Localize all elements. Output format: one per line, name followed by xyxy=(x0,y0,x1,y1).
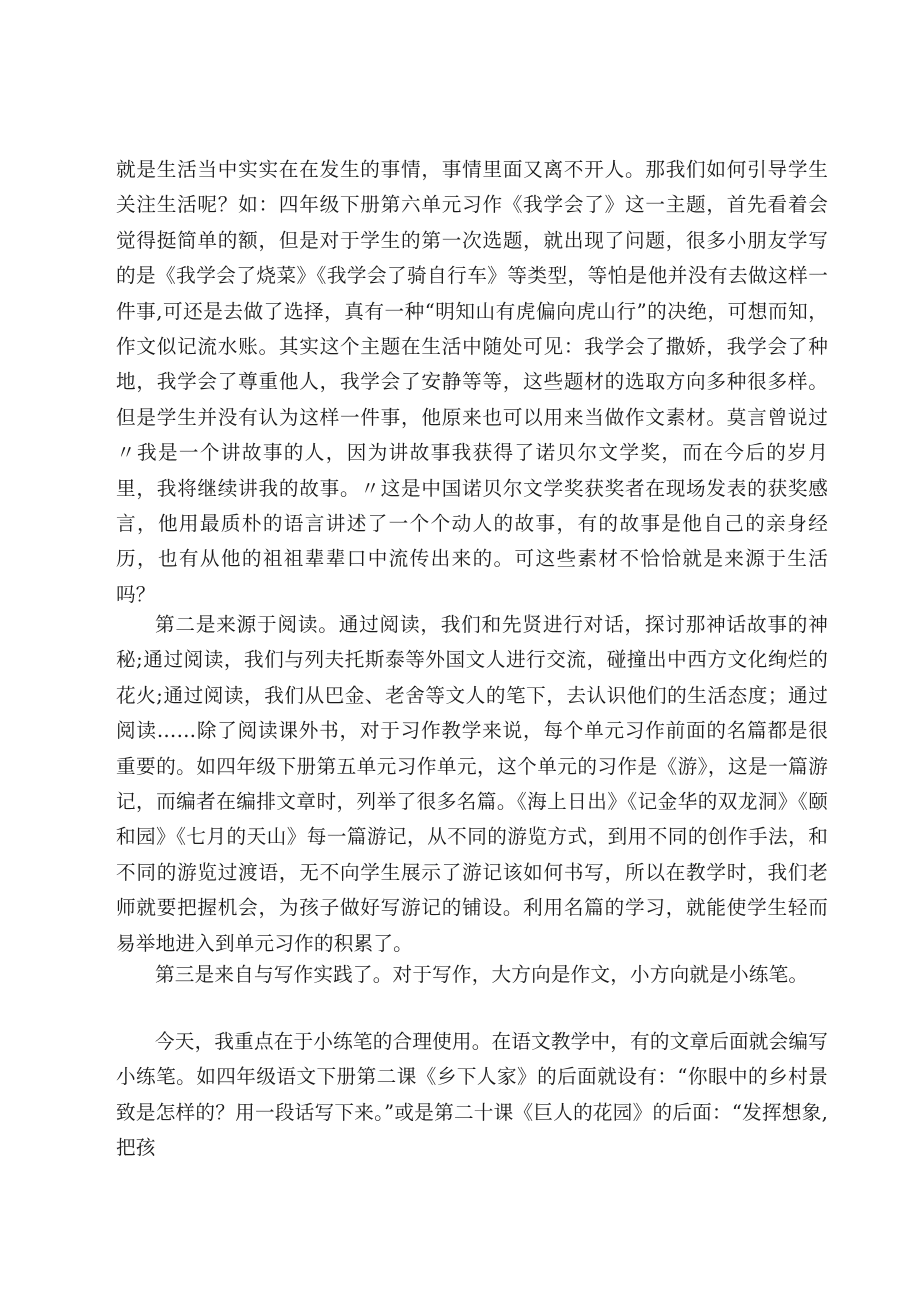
paragraph-reading-source: 第二是来源于阅读。通过阅读，我们和先贤进行对话，探讨那神话故事的神秘;通过阅读，我们与列夫托斯泰等外国文人进行交流，碰撞出中西方文化绚烂的花火;通过阅读，我们从巴金、老舍等文人的笔下，去认识他们的生活态度；通过阅读……除了阅读课外书，对于习作教学来说，每个单元习作前面的名篇都是很重要的。如四年级下册第五单元习作单元，这个单元的习作是《游》，这是一篇游记，而编者在编排文章时，列举了很多名篇。《海上日出》《记金华的双龙洞》《颐和园》《七月的天山》每一篇游记，从不同的游览方式，到用不同的创作手法，和不同的游览过渡语，无不向学生展示了游记该如何书写，所以在教学时，我们老师就要把握机会，为孩子做好写游记的铺设。利用名篇的学习，就能使学生轻而易举地进入到单元习作的积累了。 xyxy=(116,613,828,955)
paragraph-small-exercise: 今天，我重点在于小练笔的合理使用。在语文教学中，有的文章后面就会编写小练笔。如四年级语文下册第二课《乡下人家》的后面就设有：“你眼中的乡村景致是怎样的？用一段话写下来。”或是第二十课《巨人的花园》的后面：“发挥想象,把孩 xyxy=(116,1030,828,1160)
paragraph-life-source: 就是生活当中实实在在发生的事情，事情里面又离不开人。那我们如何引导学生关注生活呢？如：四年级下册第六单元习作《我学会了》这一主题，首先看着会觉得挺简单的额，但是对于学生的第一次选题，就出现了问题，很多小朋友学写的是《我学会了烧菜》《我学会了骑自行车》等类型，等怕是他并没有去做这样一件事,可还是去做了选择，真有一种“明知山有虎偏向虎山行”的决绝，可想而知，作文似记流水账。其实这个主题在生活中随处可见：我学会了撒娇，我学会了种地，我学会了尊重他人，我学会了安静等等，这些题材的选取方向多种很多样。但是学生并没有认为这样一件事，他原来也可以用来当做作文素材。莫言曾说过〃我是一个讲故事的人，因为讲故事我获得了诺贝尔文学奖，而在今后的岁月里，我将继续讲我的故事。〃这是中国诺贝尔文学奖获奖者在现场发表的获奖感言，他用最质朴的语言讲述了一个个动人的故事，有的故事是他自己的亲身经历，也有从他的祖祖辈辈口中流传出来的。可这些素材不恰恰就是来源于生活吗？ xyxy=(116,158,828,606)
paragraph-writing-practice: 第三是来自与写作实践了。对于写作，大方向是作文，小方向就是小练笔。 xyxy=(155,963,809,986)
